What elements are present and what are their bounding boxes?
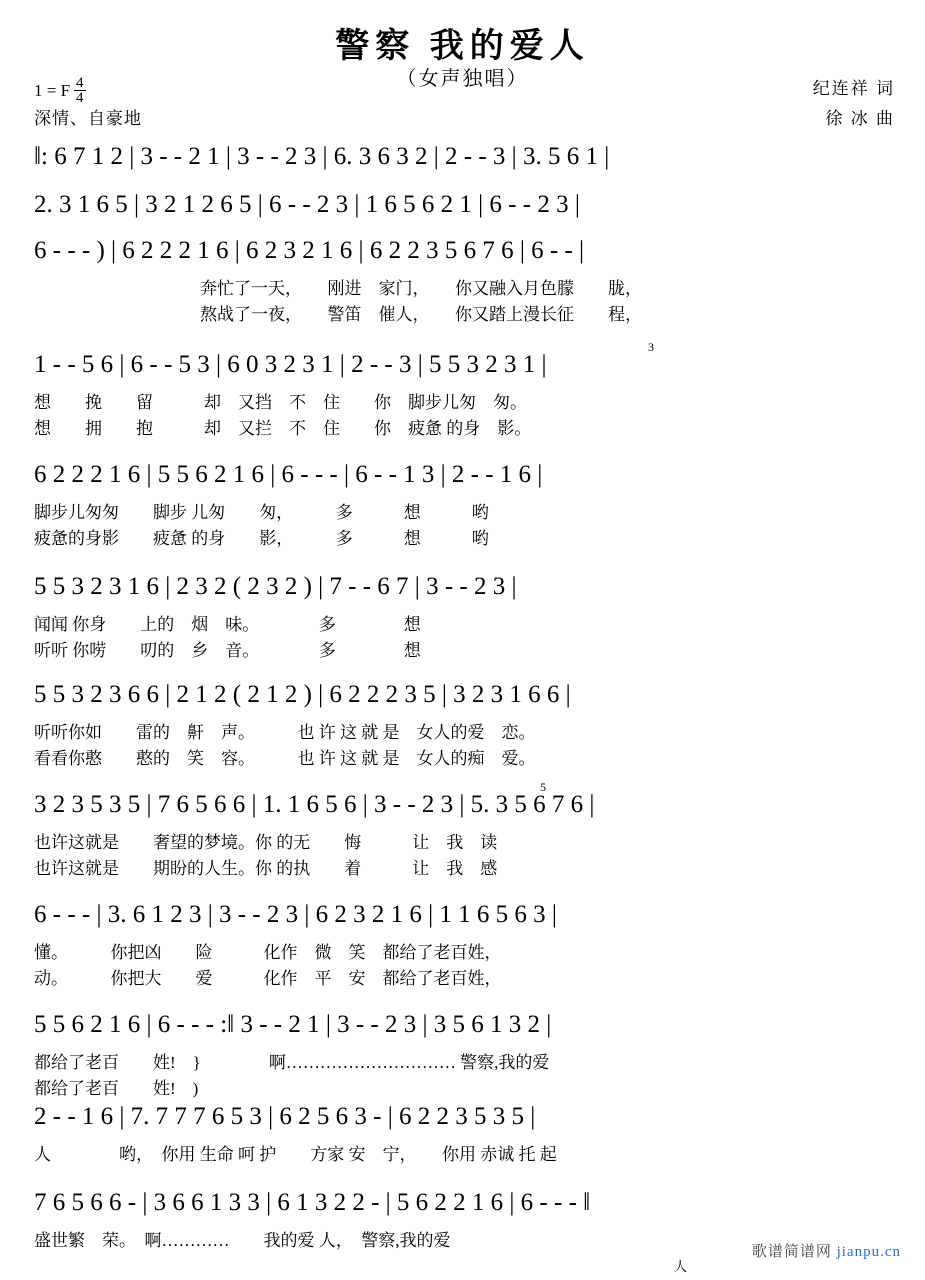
notes-line: 5 5 6 2 1 6 | 6 - - - :‖ 3 - - 2 1 | 3 - - 2 3 | 3 5 6 1 3 2 | (34, 1011, 552, 1038)
tuplet-marker: 3 (648, 340, 654, 354)
notes-line: 7 6 5 6 6 - | 3 6 6 1 3 3 | 6 1 3 2 2 - | 5 6 2 2 1 6 | 6 - - - ‖ (34, 1189, 591, 1216)
lyric-line-1: 想 挽 留 却 又挡 不 住 你 脚步儿匆 匆。 (34, 393, 527, 412)
lyric-line-1: 奔忙了一天， 刚进 家门， 你又融入月色朦 胧， (200, 279, 642, 298)
lyric-line-2: 疲惫的身影 疲惫 的身 影， 多 想 哟 (34, 529, 489, 548)
notes-line: 3 2 3 5 3 5 | 7 6 5 6 6 | 1. 1 6 5 6 | 3 - - 2 3 | 5. 3 5 6 7 6 | (34, 791, 595, 818)
lyricist-credit: 纪连祥 词 (812, 79, 895, 98)
watermark-en: jianpu.cn (836, 1244, 901, 1260)
time-signature-denominator: 4 (76, 90, 84, 107)
key-signature-text: 1 = F (34, 80, 71, 100)
lyric-line-1: 听听你如 雷的 鼾 声。 也 许 这 就 是 女人的爱 恋。 (34, 723, 536, 742)
tuplet-marker: 5 (540, 780, 546, 794)
notes-line: 6 - - - | 3. 6 1 2 3 | 3 - - 2 3 | 6 2 3 2 1 6 | 1 1 6 5 6 3 | (34, 901, 557, 928)
system-4 (34, 340, 894, 442)
system-3 (34, 234, 894, 328)
lyric-line-2: 也许这就是 期盼的人生。你 的执 着 让 我 感 (34, 859, 498, 878)
system-1 (34, 140, 894, 174)
tempo-mood-marking: 深情、自豪地 (34, 109, 142, 128)
lyric-line-2: 听听 你唠 叨的 乡 音。 多 想 (34, 641, 421, 660)
lyric-line-1: 也许这就是 奢望的梦境。你 的无 悔 让 我 读 (34, 833, 498, 852)
lyric-line-1: 人 哟， 你用 生命 呵 护 方家 安 宁， 你用 赤诚 托 起 (34, 1145, 557, 1164)
lyric-line-1: 懂。 你把凶 险 化作 微 笑 都给了老百姓， (34, 943, 502, 962)
lyric-line-2: 人 (674, 1259, 688, 1274)
notes-line: 5 5 3 2 3 6 6 | 2 1 2 ( 2 1 2 ) | 6 2 2 2 3 5 | 3 2 3 1 6 6 | (34, 681, 571, 708)
notes-line: 6 - - - ) | 6 2 2 2 1 6 | 6 2 3 2 1 6 | 6 2 2 3 5 6 7 6 | 6 - - | (34, 237, 584, 264)
lyric-line-2: 熬战了一夜， 警笛 催人， 你又踏上漫长征 程， (200, 305, 642, 324)
watermark-cn: 歌谱简谱网 (751, 1244, 832, 1260)
system-9 (34, 898, 894, 992)
lyric-line-1: 脚步儿匆匆 脚步 儿匆 匆， 多 想 哟 (34, 503, 489, 522)
system-7 (34, 678, 894, 772)
system-8 (34, 780, 894, 882)
system-2 (34, 188, 894, 222)
time-signature (74, 76, 86, 106)
notes-line: 2 - - 1 6 | 7. 7 7 7 6 5 3 | 6 2 5 6 3 - | 6 2 2 3 5 3 5 | (34, 1103, 536, 1130)
watermark (752, 1240, 901, 1261)
time-signature-numerator: 4 (76, 75, 84, 91)
system-6 (34, 570, 894, 664)
system-10 (34, 1008, 894, 1102)
notes-line: 6 2 2 2 1 6 | 5 5 6 2 1 6 | 6 - - - | 6 - - 1 3 | 2 - - 1 6 | (34, 461, 543, 488)
notes-line: 5 5 3 2 3 1 6 | 2 3 2 ( 2 3 2 ) | 7 - - 6 7 | 3 - - 2 3 | (34, 573, 517, 600)
page-title: 警察 我的爱人 (335, 28, 590, 65)
lyric-line-2: 想 拥 抱 却 又拦 不 住 你 疲惫 的身 影。 (34, 419, 532, 438)
lyric-line-2: 动。 你把大 爱 化作 平 安 都给了老百姓， (34, 969, 502, 988)
system-5 (34, 458, 894, 552)
system-11 (34, 1100, 894, 1168)
lyric-line-2: 都给了老百 姓! ) (34, 1079, 199, 1098)
notes-line: 2. 3 1 6 5 | 3 2 1 2 6 5 | 6 - - 2 3 | 1 6 5 6 2 1 | 6 - - 2 3 | (34, 191, 580, 218)
notes-line: 1 - - 5 6 | 6 - - 5 3 | 6 0 3 2 3 1 | 2 - - 3 | 5 5 3 2 3 1 | (34, 351, 547, 378)
lyric-line-1: 闻闻 你身 上的 烟 味。 多 想 (34, 615, 421, 634)
system-12 (34, 1186, 894, 1280)
lyric-line-1: 盛世繁 荣。 啊………… 我的爱 人， 警察,我的爱 (34, 1231, 451, 1250)
notes-line: ‖: 6 7 1 2 | 3 - - 2 1 | 3 - - 2 3 | 6. 3 6 3 2 | 2 - - 3 | 3. 5 6 1 | (34, 143, 610, 170)
lyric-line-2: 看看你憨 憨的 笑 容。 也 许 这 就 是 女人的痴 爱。 (34, 749, 536, 768)
key-signature (34, 76, 86, 106)
lyric-line-1: 都给了老百 姓! } 啊………………………… 警察,我的爱 (34, 1053, 550, 1072)
subtitle: （女声独唱） (396, 68, 529, 90)
composer-credit: 徐 冰 曲 (825, 109, 895, 128)
